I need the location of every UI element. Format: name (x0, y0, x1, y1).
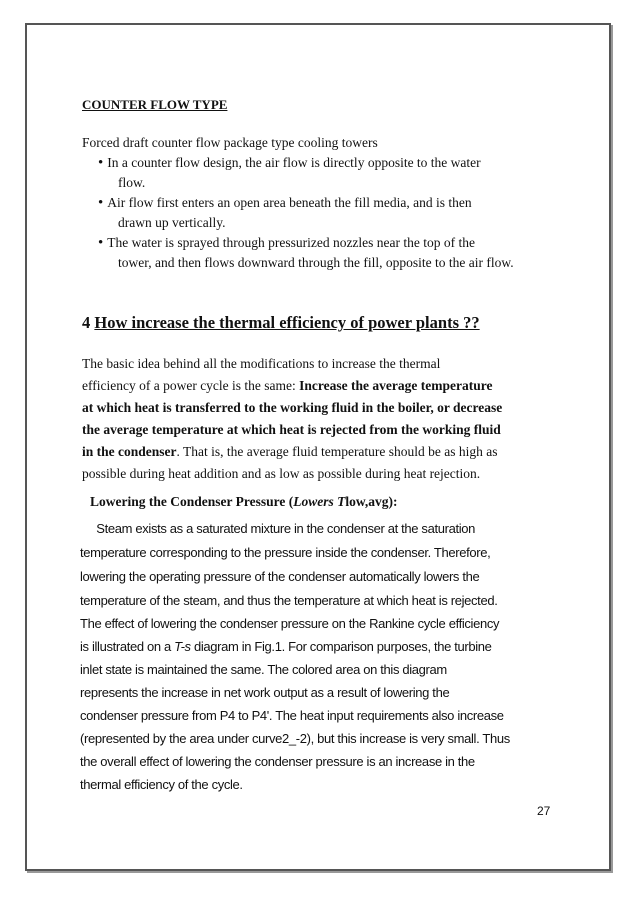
bullet-item: • In a counter flow design, the air flow is directly opposite to the water (98, 155, 481, 171)
body-line: lowering the operating pressure of the condenser automatically lowers the (80, 569, 480, 584)
paragraph-line: possible during heat addition and as low as possible during heat rejection. (82, 466, 481, 481)
bullet-icon: • (98, 235, 104, 251)
body-line: inlet state is maintained the same. The colored area on this diagram (80, 662, 447, 677)
bullet-continuation: tower, and then flows downward through the fill, opposite to the air flow. (118, 255, 514, 270)
section-heading-counter-flow: COUNTER FLOW TYPE (82, 97, 228, 112)
paragraph-line: in the condenser. That is, the average fluid temperature should be as high as (82, 444, 498, 459)
section-heading-thermal-efficiency: 4 How increase the thermal efficiency of power plants ?? (82, 313, 480, 332)
body-line: condenser pressure from P4 to P4'. The heat input requirements also increase (80, 708, 504, 723)
body-line: temperature corresponding to the pressure inside the condenser. Therefore, (80, 545, 491, 560)
paragraph-line: The basic idea behind all the modifications to increase the thermal (82, 356, 441, 371)
body-line: the overall effect of lowering the condenser pressure is an increase in the (80, 754, 475, 769)
bullet-item: • The water is sprayed through pressurized nozzles near the top of the (98, 235, 476, 251)
body-line: Steam exists as a saturated mixture in the condenser at the saturation (80, 521, 476, 536)
bullet-item: • Air flow first enters an open area beneath the fill media, and is then (98, 195, 472, 211)
section-heading-condenser-pressure: Lowering the Condenser Pressure (Lowers Tlow,avg): (90, 494, 398, 509)
body-line: is illustrated on a T-s diagram in Fig.1. For comparison purposes, the turbine (80, 639, 492, 654)
paragraph-line: at which heat is transferred to the working fluid in the boiler, or decrease (82, 400, 503, 415)
bullet-continuation: drawn up vertically. (118, 215, 226, 230)
body-line: temperature of the steam, and thus the temperature at which heat is rejected. (80, 593, 498, 608)
bullet-continuation: flow. (118, 175, 146, 190)
intro-line: Forced draft counter flow package type cooling towers (82, 135, 378, 150)
paragraph-line: the average temperature at which heat is rejected from the working fluid (82, 422, 501, 437)
bullet-icon: • (98, 195, 104, 211)
bullet-icon: • (98, 155, 104, 171)
body-line: The effect of lowering the condenser pressure on the Rankine cycle efficiency (80, 616, 500, 631)
paragraph-line: efficiency of a power cycle is the same: Increase the average temperature (82, 378, 493, 393)
body-line: represents the increase in net work output as a result of lowering the (80, 685, 450, 700)
page-number: 27 (537, 804, 551, 818)
body-line: thermal efficiency of the cycle. (80, 777, 243, 792)
body-line: (represented by the area under curve2_-2), but this increase is very small. Thus (80, 731, 510, 746)
